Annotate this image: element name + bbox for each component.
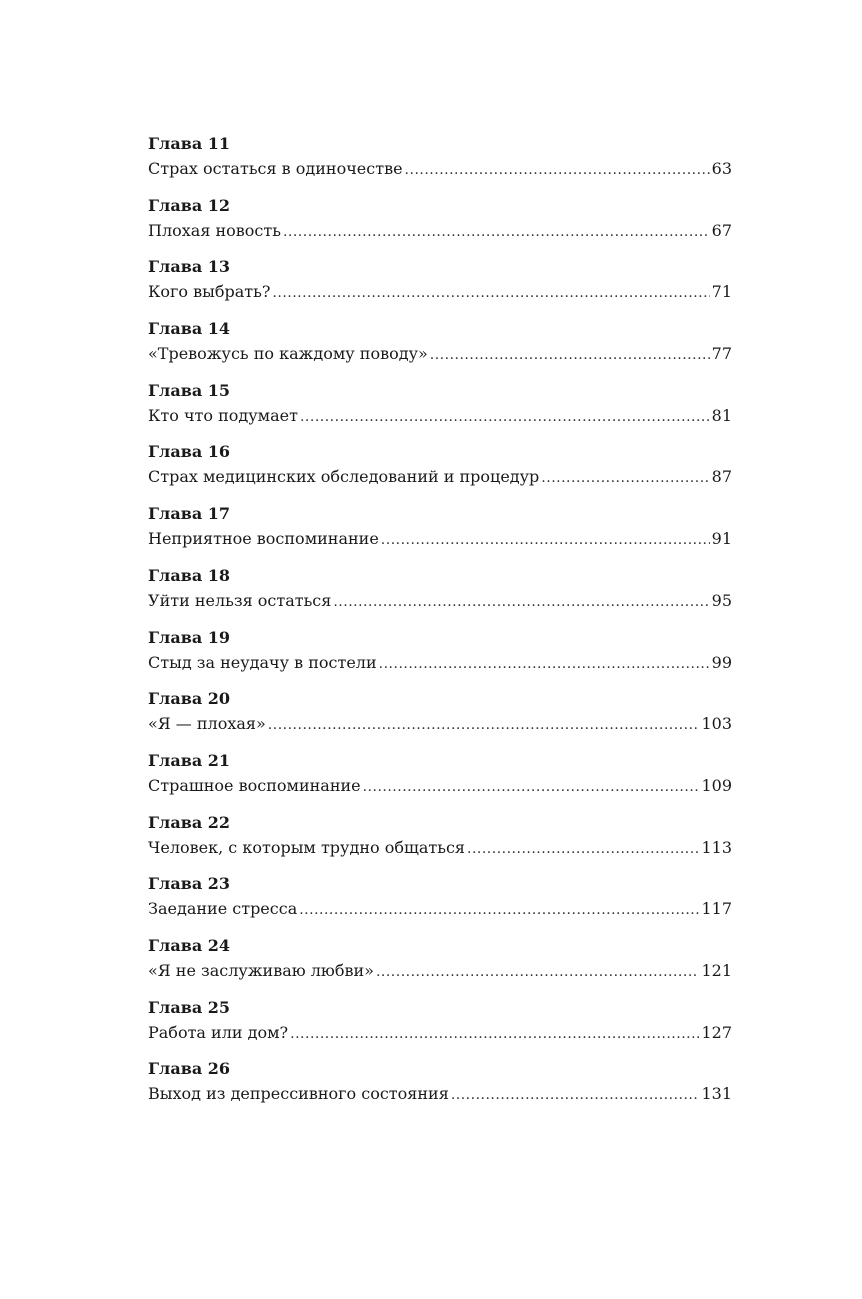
chapter-title: Стыд за неудачу в постели bbox=[148, 652, 377, 672]
chapter-title: Человек, с которым трудно общаться bbox=[148, 837, 465, 857]
page-number: 109 bbox=[701, 775, 732, 795]
chapter-title: Кто что подумает bbox=[148, 405, 298, 425]
chapter-title: Страшное воспоминание bbox=[148, 775, 361, 795]
toc-entry bbox=[148, 749, 732, 811]
toc-line bbox=[148, 218, 732, 244]
toc-line bbox=[148, 156, 732, 182]
chapter-title: «Я не заслуживаю любви» bbox=[148, 960, 374, 980]
page-number: 99 bbox=[711, 652, 732, 672]
toc-entry bbox=[148, 687, 732, 749]
page-number: 77 bbox=[711, 344, 732, 364]
toc-line bbox=[148, 1081, 732, 1107]
page-number: 103 bbox=[701, 714, 732, 734]
page-number: 131 bbox=[701, 1084, 732, 1104]
toc-entry bbox=[148, 996, 732, 1058]
toc-entry bbox=[148, 132, 732, 194]
dot-leader bbox=[333, 589, 709, 615]
chapter-label: Глава 13 bbox=[148, 257, 231, 277]
chapter-title: Кого выбрать? bbox=[148, 282, 271, 302]
page-number: 127 bbox=[701, 1022, 732, 1042]
chapter-label: Глава 12 bbox=[148, 195, 231, 215]
toc-line bbox=[148, 464, 732, 490]
dot-leader bbox=[376, 959, 700, 985]
dot-leader bbox=[299, 897, 699, 923]
toc-entry bbox=[148, 564, 732, 626]
dot-leader bbox=[290, 1021, 699, 1047]
chapter-label: Глава 25 bbox=[148, 997, 231, 1017]
page-number: 63 bbox=[711, 159, 732, 178]
page-number: 81 bbox=[711, 405, 732, 425]
toc-entry bbox=[148, 440, 732, 502]
dot-leader bbox=[268, 712, 700, 738]
chapter-title: Неприятное воспоминание bbox=[148, 529, 379, 549]
dot-leader bbox=[363, 774, 700, 800]
dot-leader bbox=[300, 404, 710, 430]
chapter-label: Глава 11 bbox=[148, 134, 231, 153]
dot-leader bbox=[379, 651, 710, 677]
chapter-title: Плохая новость bbox=[148, 220, 281, 240]
table-of-contents bbox=[148, 132, 732, 1119]
dot-leader bbox=[541, 465, 709, 491]
toc-line bbox=[148, 958, 732, 984]
toc-entry bbox=[148, 255, 732, 317]
chapter-title: Выход из депрессивного состояния bbox=[148, 1084, 449, 1104]
toc-line bbox=[148, 896, 732, 922]
page-number: 87 bbox=[711, 467, 732, 487]
page-number: 113 bbox=[701, 837, 732, 857]
dot-leader bbox=[430, 342, 710, 368]
dot-leader bbox=[283, 219, 710, 245]
chapter-label: Глава 17 bbox=[148, 504, 231, 524]
toc-line bbox=[148, 279, 732, 305]
toc-line bbox=[148, 1020, 732, 1046]
chapter-title: Страх остаться в одиночестве bbox=[148, 159, 403, 178]
toc-line bbox=[148, 341, 732, 367]
dot-leader bbox=[381, 527, 710, 553]
toc-entry bbox=[148, 379, 732, 441]
chapter-title: «Тревожусь по каждому поводу» bbox=[148, 344, 428, 364]
chapter-label: Глава 18 bbox=[148, 565, 231, 585]
toc-line bbox=[148, 773, 732, 799]
toc-line bbox=[148, 835, 732, 861]
dot-leader bbox=[451, 1082, 700, 1108]
chapter-label: Глава 14 bbox=[148, 319, 231, 339]
toc-entry bbox=[148, 317, 732, 379]
toc-entry bbox=[148, 811, 732, 873]
chapter-label: Глава 21 bbox=[148, 750, 231, 770]
chapter-label: Глава 15 bbox=[148, 380, 231, 400]
toc-entry bbox=[148, 872, 732, 934]
page-number: 67 bbox=[711, 220, 732, 240]
toc-line bbox=[148, 711, 732, 737]
page-number: 95 bbox=[711, 590, 732, 610]
chapter-label: Глава 16 bbox=[148, 442, 231, 462]
toc-line bbox=[148, 526, 732, 552]
chapter-title: «Я — плохая» bbox=[148, 714, 266, 734]
toc-line bbox=[148, 403, 732, 429]
chapter-label: Глава 24 bbox=[148, 935, 231, 955]
page-number: 117 bbox=[701, 899, 732, 919]
chapter-label: Глава 26 bbox=[148, 1059, 231, 1079]
chapter-title: Уйти нельзя остаться bbox=[148, 590, 332, 610]
chapter-label: Глава 23 bbox=[148, 874, 231, 894]
toc-entry bbox=[148, 1057, 732, 1119]
dot-leader bbox=[405, 157, 710, 183]
page-number: 91 bbox=[711, 529, 732, 549]
dot-leader bbox=[272, 280, 709, 306]
chapter-title: Страх медицинских обследований и процедур bbox=[148, 467, 540, 487]
toc-entry bbox=[148, 626, 732, 688]
page-number: 121 bbox=[701, 960, 732, 980]
chapter-title: Работа или дом? bbox=[148, 1022, 289, 1042]
chapter-title: Заедание стресса bbox=[148, 899, 298, 919]
dot-leader bbox=[467, 836, 699, 862]
toc-entry bbox=[148, 194, 732, 256]
toc-line bbox=[148, 650, 732, 676]
toc-line bbox=[148, 588, 732, 614]
toc-entry bbox=[148, 502, 732, 564]
chapter-label: Глава 20 bbox=[148, 689, 231, 709]
toc-entry bbox=[148, 934, 732, 996]
page-number: 71 bbox=[711, 282, 732, 302]
chapter-label: Глава 22 bbox=[148, 812, 231, 832]
chapter-label: Глава 19 bbox=[148, 627, 231, 647]
